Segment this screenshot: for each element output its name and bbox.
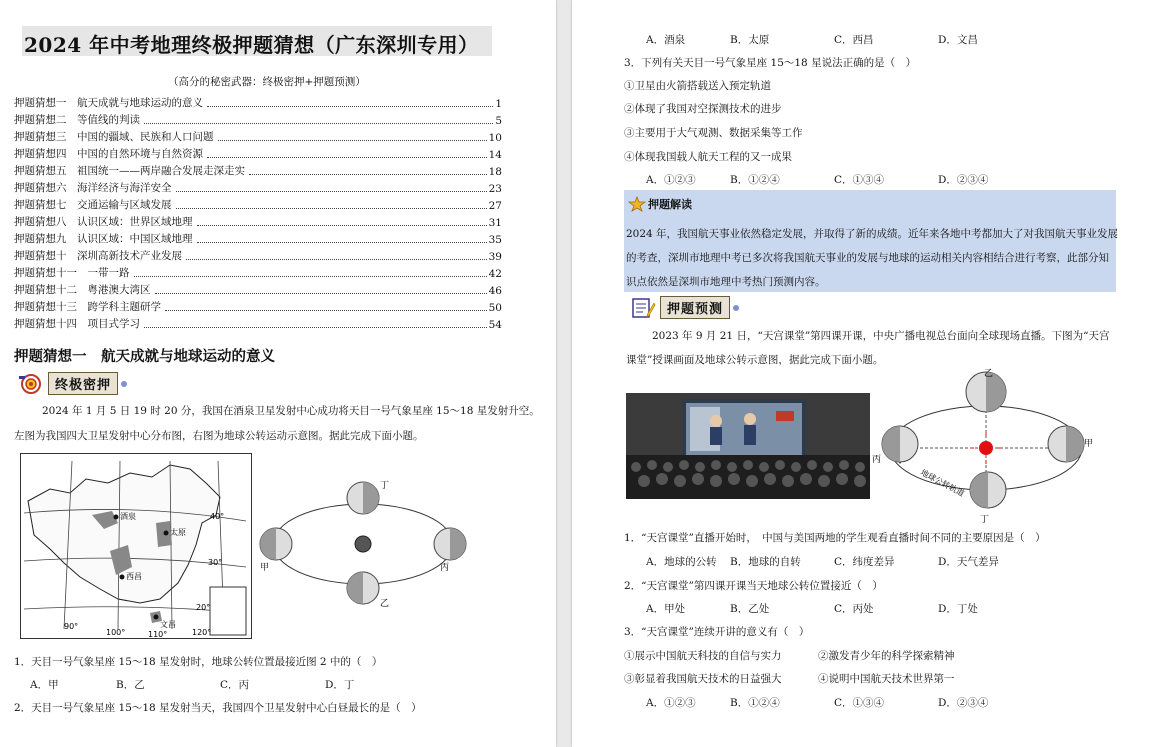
earth-jia-2 bbox=[1048, 426, 1084, 462]
p3-option-d[interactable]: D．②③④ bbox=[938, 697, 989, 709]
toc-entry[interactable]: 押题猜想九 认识区域：中国区域地理 35 bbox=[14, 233, 502, 246]
p2-option-c[interactable]: C．丙处 bbox=[834, 603, 874, 615]
toc-entry[interactable]: 押题猜想五 祖国统一——两岸融合发展走深走实 18 bbox=[14, 165, 502, 178]
toc-entry[interactable]: 押题猜想二 等值线的判读 5 bbox=[14, 114, 502, 127]
toc-entry[interactable]: 押题猜想十三 跨学科主题研学 50 bbox=[14, 301, 502, 314]
toc-entry[interactable]: 押题猜想三 中国的疆域、民族和人口问题 10 bbox=[14, 131, 502, 144]
prediction-question-2: 2．“天宫课堂”第四课开课当天地球公转位置接近（ ） bbox=[624, 580, 883, 592]
analysis-line: 的考查，深圳市地理中考已多次将我国航天事业的发展与地球的运动相关内容相结合进行考察，此部分知 bbox=[626, 252, 1109, 264]
orbit-label-yi: 乙 bbox=[984, 369, 994, 379]
earth-ding bbox=[347, 482, 379, 514]
p3-statement: ③彰显着我国航天技术的日益强大 bbox=[624, 673, 782, 685]
q1-option-b[interactable]: B．乙 bbox=[116, 679, 145, 691]
analysis-text bbox=[624, 222, 1119, 294]
q3-option-a[interactable]: A．①②③ bbox=[646, 174, 696, 186]
lon-label: 100° bbox=[106, 628, 126, 637]
prediction-banner bbox=[630, 296, 739, 319]
toc-entry[interactable]: 押题猜想七 交通运输与区域发展 27 bbox=[14, 199, 502, 212]
notepad-icon bbox=[630, 297, 656, 319]
orbit-label-yi: 乙 bbox=[380, 599, 390, 609]
p3-option-a[interactable]: A．①②③ bbox=[646, 697, 696, 709]
final-prediction-banner bbox=[18, 372, 127, 395]
q1-option-d[interactable]: D．丁 bbox=[325, 679, 355, 691]
analysis-line: 识点依然是深圳市地理中考热门预测内容。 bbox=[626, 276, 826, 288]
map-label-jiuquan: 酒泉 bbox=[120, 512, 136, 521]
orbit-label-ding: 丁 bbox=[980, 515, 990, 525]
p2-option-d[interactable]: D．丁处 bbox=[938, 603, 978, 615]
section-heading: 押题猜想一 航天成就与地球运动的意义 bbox=[14, 348, 275, 365]
q3-statement: ②体现了我国对空探测技术的进步 bbox=[624, 103, 782, 115]
earth-revolution-diagram bbox=[256, 478, 470, 612]
document-title: 2024 年中考地理终极押题猜想（广东深圳专用） bbox=[24, 33, 479, 57]
earth-bing-2 bbox=[882, 426, 918, 462]
q3-option-b[interactable]: B．①②④ bbox=[730, 174, 780, 186]
banner-dot bbox=[733, 305, 739, 311]
p1-option-d[interactable]: D．天气差异 bbox=[938, 556, 999, 568]
toc-entry[interactable]: 押题猜想十一 一带一路 42 bbox=[14, 267, 502, 280]
question-3: 3．下列有关天目一号气象星座 15～18 星说法正确的是（ ） bbox=[624, 57, 917, 69]
q2-option-c[interactable]: C．西昌 bbox=[834, 34, 874, 46]
orbit-label-bing: 丙 bbox=[440, 563, 450, 573]
toc-entry[interactable]: 押题猜想四 中国的自然环境与自然资源 14 bbox=[14, 148, 502, 161]
p3-option-b[interactable]: B．①②④ bbox=[730, 697, 780, 709]
orbit-track-label: 地球公转轨道 bbox=[919, 467, 966, 499]
q1-option-c[interactable]: C．丙 bbox=[220, 679, 250, 691]
earth-revolution-diagram-2 bbox=[870, 366, 1096, 526]
q1-option-a[interactable]: A．甲 bbox=[30, 679, 59, 691]
left-page bbox=[0, 0, 556, 747]
prediction-question-3: 3．“天宫课堂”连续开讲的意义有（ ） bbox=[624, 626, 810, 638]
p3-option-c[interactable]: C．①③④ bbox=[834, 697, 885, 709]
p3-statement: ②激发青少年的科学探索精神 bbox=[818, 650, 955, 662]
orbit-label-bing: 丙 bbox=[872, 455, 882, 465]
earth-bing bbox=[434, 528, 466, 560]
toc-entry[interactable]: 押题猜想十 深圳高新技术产业发展 39 bbox=[14, 250, 502, 263]
tiangong-classroom-photo bbox=[626, 393, 870, 499]
map-label-xichang: 西昌 bbox=[126, 572, 142, 581]
q3-option-d[interactable]: D．②③④ bbox=[938, 174, 989, 186]
p1-option-b[interactable]: B．地球的自转 bbox=[730, 556, 801, 568]
target-icon bbox=[18, 373, 44, 395]
p3-statement: ①展示中国航天科技的自信与实力 bbox=[624, 650, 782, 662]
banner-dot bbox=[121, 381, 127, 387]
orbit-label-ding: 丁 bbox=[380, 481, 390, 491]
banner-label: 押题预测 bbox=[660, 296, 730, 319]
prediction-question-1: 1．“天宫课堂”直播开始时， 中国与美国两地的学生观看直播时间不同的主要原因是（ ） bbox=[624, 532, 1046, 544]
intro-text: 2024 年 1 月 5 日 19 时 20 分，我国在酒泉卫星发射中心成功将天目一号气象星座 15～18 星发射升空。 bbox=[42, 405, 540, 417]
p1-option-c[interactable]: C．纬度差异 bbox=[834, 556, 895, 568]
q3-statement: ③主要用于大气观测、数据采集等工作 bbox=[624, 127, 803, 139]
p2-option-b[interactable]: B．乙处 bbox=[730, 603, 770, 615]
lon-label: 90° bbox=[64, 622, 79, 631]
earth-yi bbox=[347, 572, 379, 604]
document-subtitle: （高分的秘密武器：终极密押+押题预测） bbox=[168, 76, 366, 88]
intro-text-cont: 左图为我国四大卫星发射中心分布图，右图为地球公转运动示意图。据此完成下面小题。 bbox=[14, 430, 424, 442]
analysis-line: 2024 年，我国航天事业依然稳定发展，并取得了新的成绩。近年来各地中考都加大了对我国航天事业发展 bbox=[626, 228, 1119, 240]
p2-option-a[interactable]: A．甲处 bbox=[646, 603, 686, 615]
question-2: 2．天目一号气象星座 15～18 星发射当天，我国四个卫星发射中心白昼最长的是（ ） bbox=[14, 702, 422, 714]
china-launch-center-map bbox=[20, 453, 252, 639]
lat-label: 20° bbox=[196, 603, 211, 612]
toc-entry[interactable]: 押题猜想十二 粤港澳大湾区 46 bbox=[14, 284, 502, 297]
orbit-label-jia: 甲 bbox=[260, 563, 270, 573]
right-page bbox=[572, 0, 1168, 747]
lon-label: 110° bbox=[148, 630, 168, 639]
question-1: 1．天目一号气象星座 15～18 星发射时，地球公转位置最接近图 2 中的（ ） bbox=[14, 656, 383, 668]
star-icon bbox=[628, 196, 646, 216]
toc-entry[interactable]: 押题猜想八 认识区域：世界区域地理 31 bbox=[14, 216, 502, 229]
q2-option-b[interactable]: B．太原 bbox=[730, 34, 770, 46]
map-label-taiyuan: 太原 bbox=[170, 528, 186, 537]
q2-option-d[interactable]: D．文昌 bbox=[938, 34, 978, 46]
q3-statement: ①卫星由火箭搭载送入预定轨道 bbox=[624, 80, 771, 92]
intro-text-cont: 课堂”授课画面及地球公转示意图，据此完成下面小题。 bbox=[626, 354, 884, 366]
toc-entry[interactable]: 押题猜想一 航天成就与地球运动的意义 1 bbox=[14, 97, 502, 110]
banner-label: 终极密押 bbox=[48, 372, 118, 395]
q2-option-a[interactable]: A．酒泉 bbox=[646, 34, 686, 46]
q3-option-c[interactable]: C．①③④ bbox=[834, 174, 885, 186]
analysis-title: 押题解读 bbox=[648, 198, 692, 211]
map-label-wenchang: 文昌 bbox=[160, 620, 176, 629]
lat-label: 40° bbox=[210, 512, 225, 521]
earth-jia bbox=[260, 528, 292, 560]
toc-entry[interactable]: 押题猜想六 海洋经济与海洋安全 23 bbox=[14, 182, 502, 195]
orbit-label-jia: 甲 bbox=[1084, 439, 1094, 449]
intro-text: 2023 年 9 月 21 日，“天宫课堂”第四课开课，中央广播电视总台面向全球现场直播。下图为“天宫 bbox=[652, 330, 1110, 342]
earth-ding-2 bbox=[970, 472, 1006, 508]
toc-entry[interactable]: 押题猜想十四 项目式学习 54 bbox=[14, 318, 502, 331]
lat-label: 30° bbox=[208, 558, 223, 567]
p1-option-a[interactable]: A．地球的公转 bbox=[646, 556, 717, 568]
lon-label: 120° bbox=[192, 628, 212, 637]
p3-statement: ④说明中国航天技术世界第一 bbox=[818, 673, 955, 685]
q3-statement: ④体现我国载人航天工程的又一成果 bbox=[624, 151, 792, 163]
